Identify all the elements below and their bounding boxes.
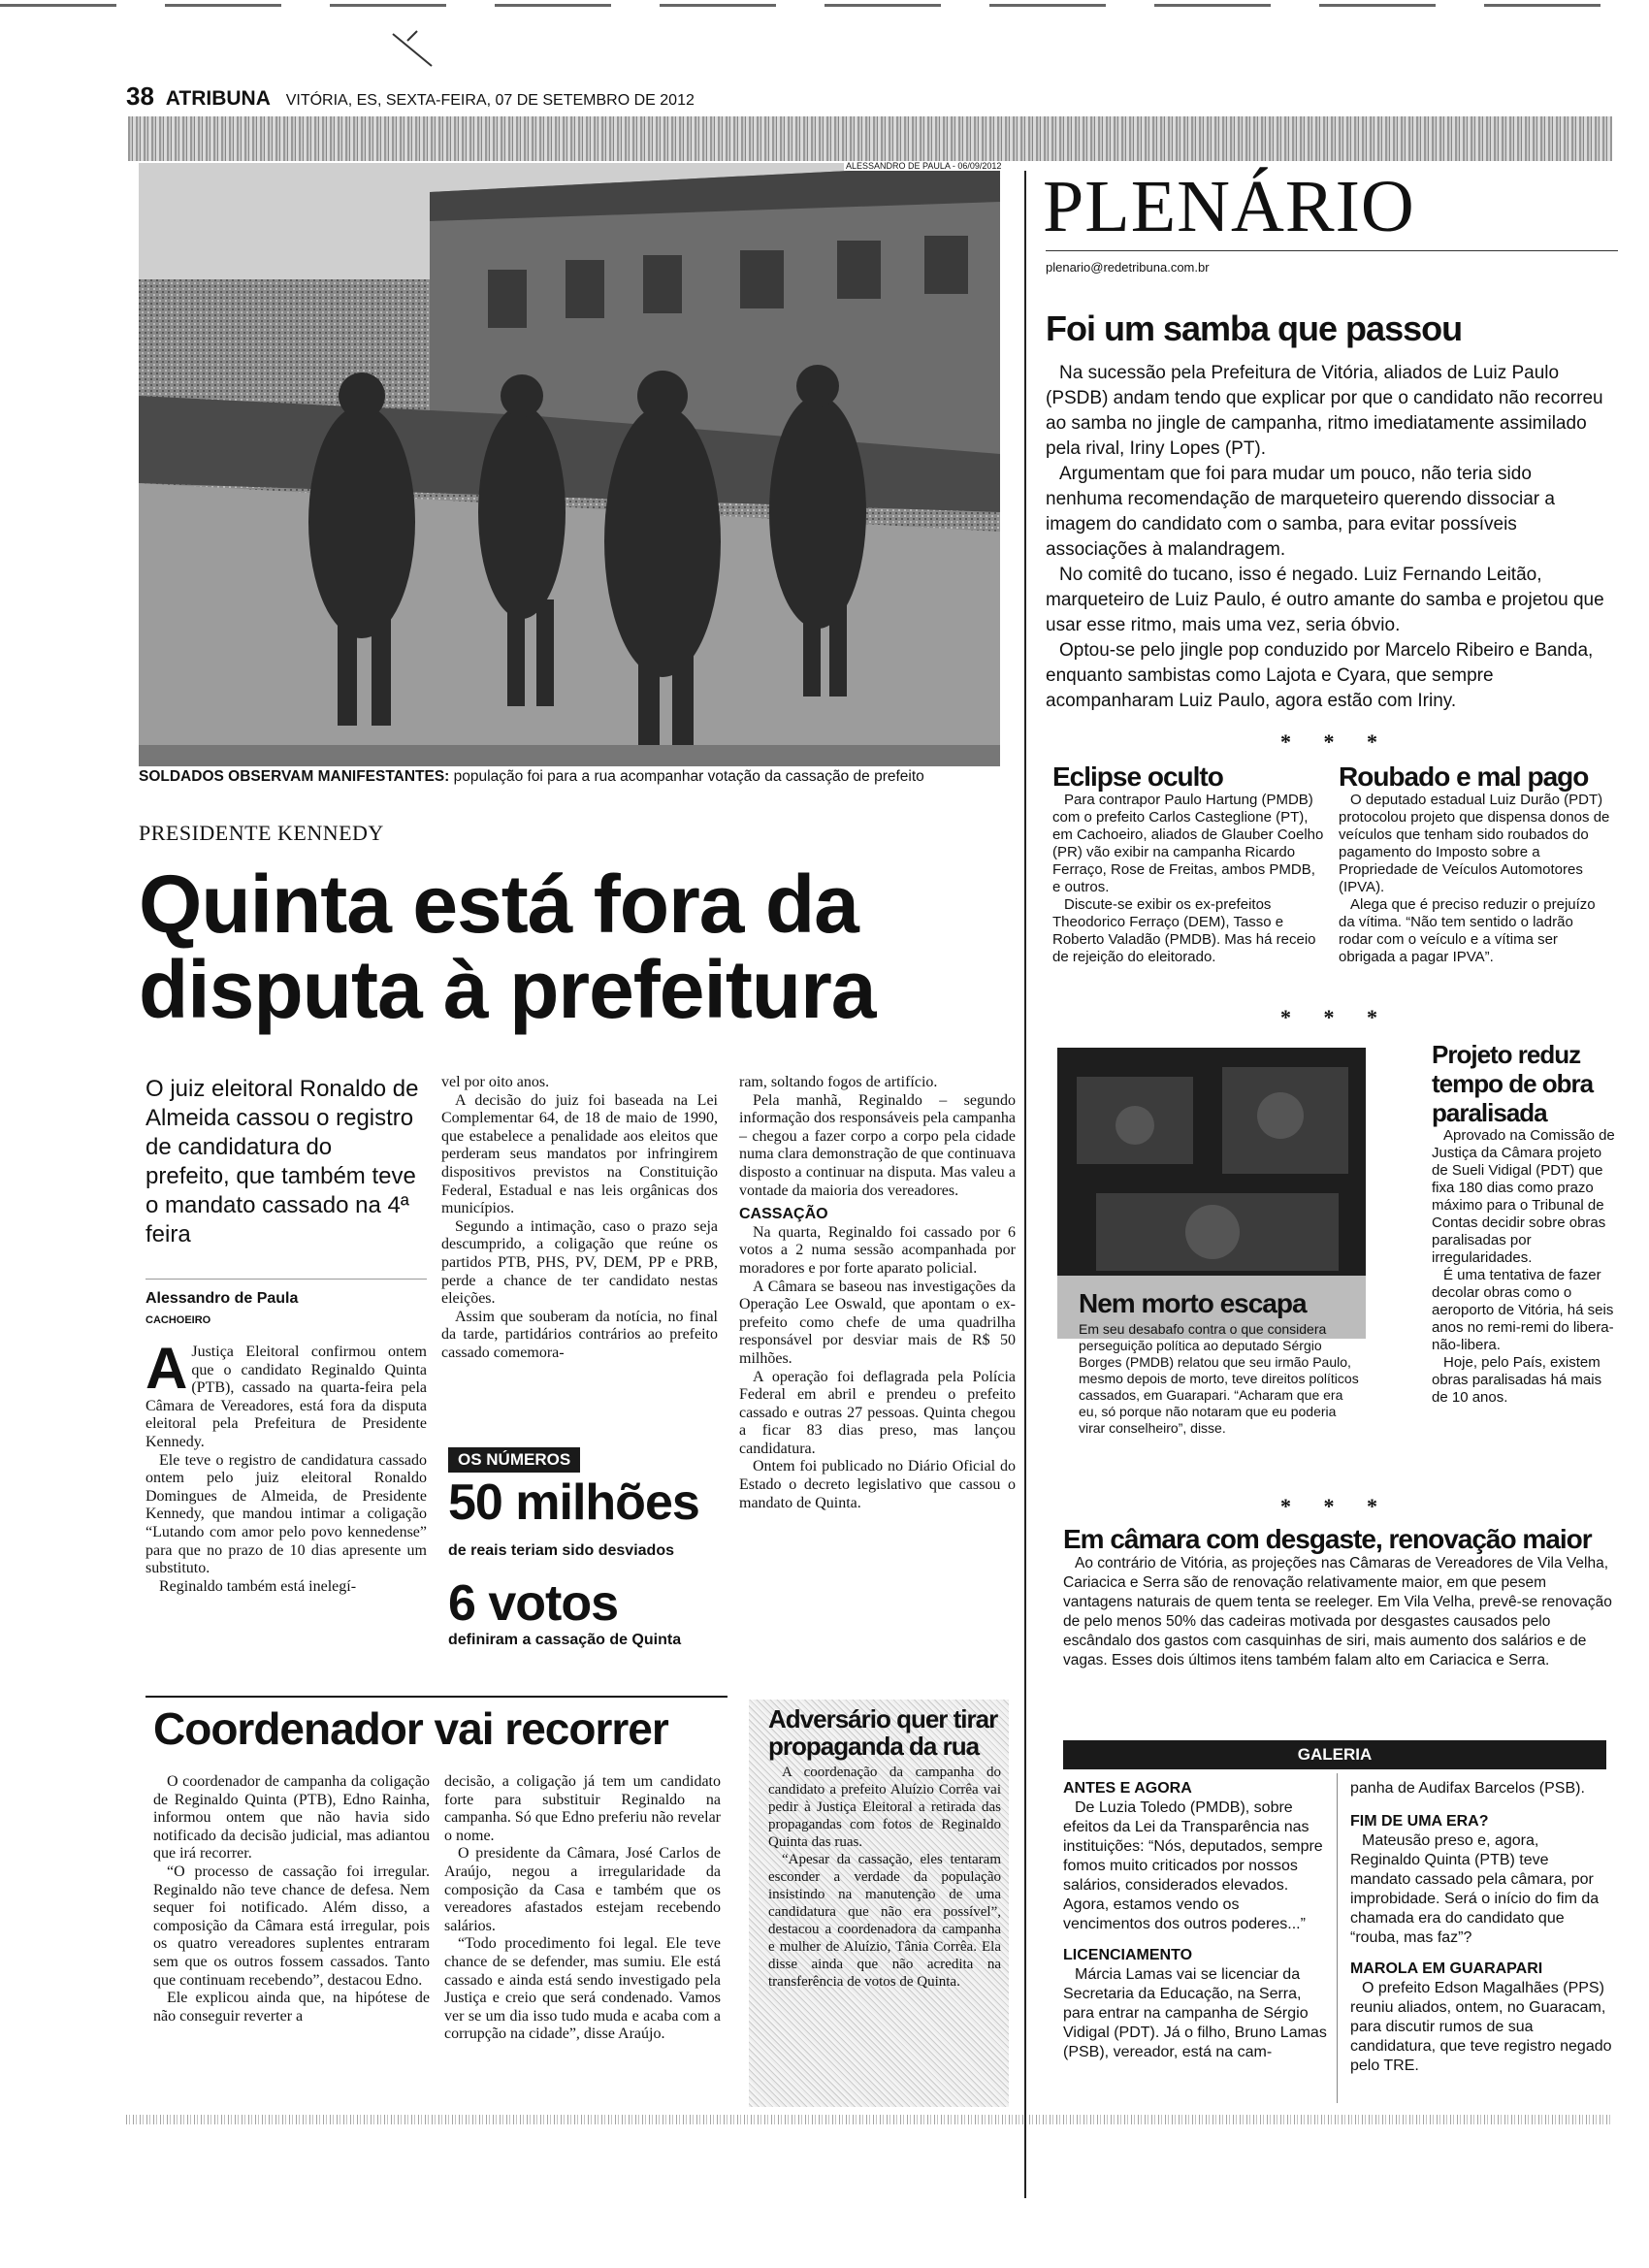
plenario-email: plenario@redetribuna.com.br [1046, 260, 1210, 275]
caption-lead: SOLDADOS OBSERVAM MANIFESTANTES: [139, 768, 450, 785]
headline-line-2: disputa à prefeitura [139, 944, 876, 1035]
photo-caption [139, 768, 1002, 786]
story-column-1: A Justiça Eleitoral confirmou ontem que o candidato Reginaldo Quinta (PTB), cassado na quarta-feira pela Câmara de Vereadores, está fora da disputa eleitoral pela Prefeitura de Presidente Kennedy. Ele teve o registro de candidatura cassado ontem pelo juiz eleitoral Ronaldo Domingues de Almeida, de Presidente Kennedy, que mandou intimar a coligação “Lutando com amor pelo povo kennedense” para que no prazo de 10 dias apresente um substituto. Reginaldo também está inelegí- [146, 1336, 427, 1595]
story-deck: O juiz eleitoral Ronaldo de Almeida cassou o registro de candidatura do prefeito, que também teve o mandato cassado na 4ª feira [146, 1076, 419, 1247]
plenario-title: PLENÁRIO [1043, 166, 1415, 247]
camara-note [1063, 1525, 1616, 1670]
roubado-note: Roubado e mal pago O deputado estadual Luiz Durão (PDT) protocolou projeto que dispensa donos de veículos que tenham sido roubados do pagamento do Imposto sobre a Propriedade de Veículos Automotores (IPVA). Alega que é preciso reduzir o prejuízo da vítima. “Não tem sentido o ladrão rodar com o veículo e a vítima ser obrigada a pagar IPVA”. [1339, 761, 1610, 965]
galeria-vrule [1337, 1773, 1338, 2103]
subhead-cassacao: CASSAÇÃO [739, 1206, 828, 1223]
galeria-bar: GALERIA [1063, 1740, 1606, 1769]
roubado-head: Roubado e mal pago [1339, 761, 1589, 792]
top-scan-marks [0, 4, 1649, 7]
column-divider [1024, 171, 1026, 2198]
galeria-head-marola: MAROLA EM GUARAPARI [1350, 1960, 1543, 1977]
galeria-right: panha de Audifax Barcelos (PSB). FIM DE UMA ERA? Mateusão preso e, agora, Reginaldo Quinta (PTB) teve mandato cassado pela câmara, por improbidade. Será o início do fim da chamada era do candidato que “rouba, mas faz”? MAROLA EM GUARAPARI O prefeito Edson Magalhães (PPS) reuniu aliados, ontem, no Guaracam, para discutir rumos de sua candidatura, que teve registro negado pelo TRE. [1350, 1780, 1612, 2074]
headline-line-1: Quinta está fora da [139, 859, 858, 950]
adversario-body: A coordenação da campanha do candidato a prefeito Aluízio Corrêa vai pedir à Justiça Eleitoral a retirada das propagandas com fotos de Reginaldo Quinta das ruas. “Apesar da cassação, eles tentaram esconder a verdade da população insistindo na manutenção de uma candidatura que não era possível”, destacou a coordenadora da campanha e mulher de Aluízio, Tânia Corrêa. Ela disse ainda que não acredita na transferência de votos de Quinta. [768, 1765, 1001, 1990]
numbers-tag: OS NÚMEROS [448, 1447, 580, 1473]
coord-top-rule [146, 1696, 728, 1698]
plenario-headline: Foi um samba que passou [1046, 308, 1463, 348]
separator-stars-1: * * * [1280, 729, 1391, 754]
plenario-body: Na sucessão pela Prefeitura de Vitória, aliados de Luiz Paulo (PSDB) andam tendo que explicar por que o candidato não recorreu ao samba no jingle de campanha, ritmo imediatamente assimilado pela rival, Iriny Lopes (PT). Argumentam que foi para mudar um pouco, não teria sido nenhuma recomendação de marqueteiro querendo dissociar a imagem do candidato com o samba, para evitar possíveis associações à malandragem. No comitê do tucano, isso é negado. Luiz Fernando Leitão, marqueteiro de Luiz Paulo, é outro amante do samba e projetou que usar esse ritmo, mais uma vez, seria óbvio. Optou-se pelo jingle pop conduzido por Marcelo Ribeiro e Banda, enquanto sambistas como Lajota e Cyara, que sempre acompanharam Luiz Paulo, agora estão com Iriny. [1046, 363, 1604, 711]
main-photo [139, 163, 1000, 766]
galeria-head-fim: FIM DE UMA ERA? [1350, 1813, 1489, 1830]
caption-text: população foi para a rua acompanhar votação da cassação de prefeito [449, 768, 924, 785]
projeto-note: Projeto reduz tempo de obra paralisada Aprovado na Comissão de Justiça da Câmara projeto de Sueli Vidigal (PDT) que fixa 180 dias como prazo máximo para o Tribunal de Contas decidir sobre obras paralisadas por irregularidades. É uma tentativa de fazer decolar obras como o aeroporto de Vitória, há seis anos no remi-remi do libera-não-libera. Hoje, pelo País, existem obras paralisadas há mais de 10 anos. [1432, 1040, 1615, 1406]
main-headline [139, 859, 992, 1035]
bottom-texture-band [126, 2115, 1610, 2124]
coord-headline: Coordenador vai recorrer [153, 1703, 668, 1754]
eclipse-head: Eclipse oculto [1052, 761, 1223, 792]
galeria-left: ANTES E AGORA De Luzia Toledo (PMDB), sobre efeitos da Lei da Transparência nas instituições: “Nós, deputados, sempre fomos muito criticados por nossos salários, considerados elevados. Agora, estamos vendo os vencimentos dos outros poderes...” LICENCIAMENTO Márcia Lamas vai se licenciar da Secretaria da Educação, na Serra, para entrar na campanha de Sérgio Vidigal (PDT). Já o filho, Bruno Lamas (PSB), vereador, está na cam- [1063, 1773, 1329, 2062]
adversario-box [749, 1700, 1009, 2107]
coord-column-1: O coordenador de campanha da coligação de Reginaldo Quinta (PTB), Edno Rainha, informou ontem que não havia sido notificado da decisão judicial, mas adiantou que irá recorrer. “O processo de cassação foi irregular. Reginaldo não teve chance de defesa. Nem sequer foi notificado. Além disso, a composição da Câmara está irregular, pois os quatro vereadores suplentes entraram sem que os outros fossem cassados. Tanto que continuam recebendo”, destacou Edno. Ele explicou ainda que, na hipótese de não conseguir reverter a [153, 1773, 430, 2025]
separator-stars-2: * * * [1280, 1005, 1391, 1029]
section-kicker: PRESIDENTE KENNEDY [139, 821, 384, 845]
nem-morto-head: Nem morto escapa [1079, 1288, 1307, 1318]
separator-stars-3: * * * [1280, 1494, 1391, 1518]
drop-cap: A [146, 1336, 188, 1401]
number-50-milhoes: 50 milhões [448, 1474, 699, 1531]
coord-column-2: decisão, a coligação já tem um candidato forte para substituir Reginaldo na campanha. Só que Edno preferiu não revelar o nome. O presidente da Câmara, José Carlos de Araújo, negou a irregularidade da composição da Casa e também que os vereadores afastados estejam recebendo salários. “Todo procedimento foi legal. Ele teve chance de se defender, mas sumiu. Ele está cassado e ainda está sendo investigado pela Justiça e creio que será condenado. Vamos ver se um dia isso tudo muda e acaba com a corrupção na cidade”, disse Araújo. [444, 1773, 721, 2043]
page-number: 38 [126, 81, 154, 111]
nem-morto-body: Em seu desabafo contra o que considera perseguição política ao deputado Sérgio Borges (PMDB) relatou que seu irmão Paulo, mesmo depois de morto, teve direitos políticos cassados, em Guarapari. “Acharam que era eu, só porque não notaram que eu poderia virar conselheiro”, disse. [1079, 1321, 1359, 1436]
story-column-3: ram, soltando fogos de artifício. Pela manhã, Reginaldo – segundo informação dos responsáveis pela campanha – chegou a fazer corpo a corpo pela cidade numa clara demonstração de que continuava disposto a continuar na disputa. Mas valeu a vontade da maioria dos vereadores. CASSAÇÃO Na quarta, Reginaldo foi cassado por 6 votos a 2 numa sessão acompanhada por moradores e por forte aparato policial. A Câmara se baseou nas investigações da Operação Lee Oswald, que apontam o ex-prefeito como chefe de uma quadrilha responsável por desviar mais de R$ 50 milhões. A operação foi deflagrada pela Polícia Federal em abril e prendeu o prefeito cassado e outras 27 pessoas. Quinta chegou a ficar 83 dias preso, mas lançou candidatura. Ontem foi publicado no Diário Oficial do Estado o decreto legislativo que cassou o mandato de Quinta. [739, 1074, 1016, 1511]
page-header [126, 81, 695, 112]
header-texture-band [128, 116, 1612, 161]
eclipse-note: Eclipse oculto Para contrapor Paulo Hartung (PMDB) com o prefeito Carlos Casteglione (PT), em Cachoeiro, aliados de Glauber Coelho (PR) vão exibir na campanha Ricardo Ferraço, Rose de Freitas, ambos PMDB, e outros. Discute-se exibir os ex-prefeitos Theodorico Ferraço (DEM), Tasso e Roberto Valadão (PMDB). Mas há receio de rejeição do eleitorado. [1052, 761, 1324, 965]
projeto-head: Projeto reduz tempo de obra paralisada [1432, 1040, 1594, 1127]
adversario-title: Adversário quer tirar propaganda da rua [768, 1704, 998, 1761]
number-6-votos: 6 votos [448, 1575, 619, 1632]
camara-head: Em câmara com desgaste, renovação maior [1063, 1524, 1592, 1554]
galeria-head-licenciamento: LICENCIAMENTO [1063, 1947, 1193, 1963]
dateline: VITÓRIA, ES, SEXTA-FEIRA, 07 DE SETEMBRO DE 2012 [285, 92, 695, 109]
story-column-2: vel por oito anos. A decisão do juiz foi baseada na Lei Complementar 64, de 18 de maio de 1990, que estabelece a penalidade aos eleitos que perderam seus mandatos por infringirem dispositivos previstos na Constituição Federal, Estadual e nas leis orgânicas dos municípios. Segundo a intimação, caso o prazo seja descumprido, a coligação que reúne os partidos PTB, PHS, PV, DEM, PP e PRB, perde a chance de ter candidato nestas eleições. Assim que souberam da notícia, no final da tarde, partidários contrários ao prefeito cassado comemora- [441, 1074, 718, 1361]
photo-credit: ALESSANDRO DE PAULA - 06/09/2012 [846, 161, 1002, 171]
brand-name: ATRIBUNA [165, 87, 271, 110]
plenario-rule [1046, 250, 1618, 251]
deck-rule [146, 1279, 427, 1280]
number-6-caption: definiram a cassação de Quinta [448, 1632, 682, 1648]
galeria-head-antes: ANTES E AGORA [1063, 1780, 1192, 1797]
byline: Alessandro de Paula [146, 1290, 299, 1307]
scan-x-mark [388, 29, 436, 68]
camara-body: Ao contrário de Vitória, as projeções nas Câmaras de Vereadores de Vila Velha, Cariacica e Serra são de renovação relativamente maior, em que pesem vantagens naturais de quem tenta se reeleger. Em Vila Velha, prevê-se renovação de pelo menos 50% das cadeiras motivada por desgastes causados pelo escândalo dos gastos com casquinhas de siri, mais aumento dos salários e de vagas. Esses dois últimos itens também falam alto em Cariacica e Serra. [1063, 1555, 1612, 1669]
byline-place: CACHOEIRO [146, 1314, 211, 1326]
number-50-caption: de reais teriam sido desviados [448, 1542, 674, 1559]
